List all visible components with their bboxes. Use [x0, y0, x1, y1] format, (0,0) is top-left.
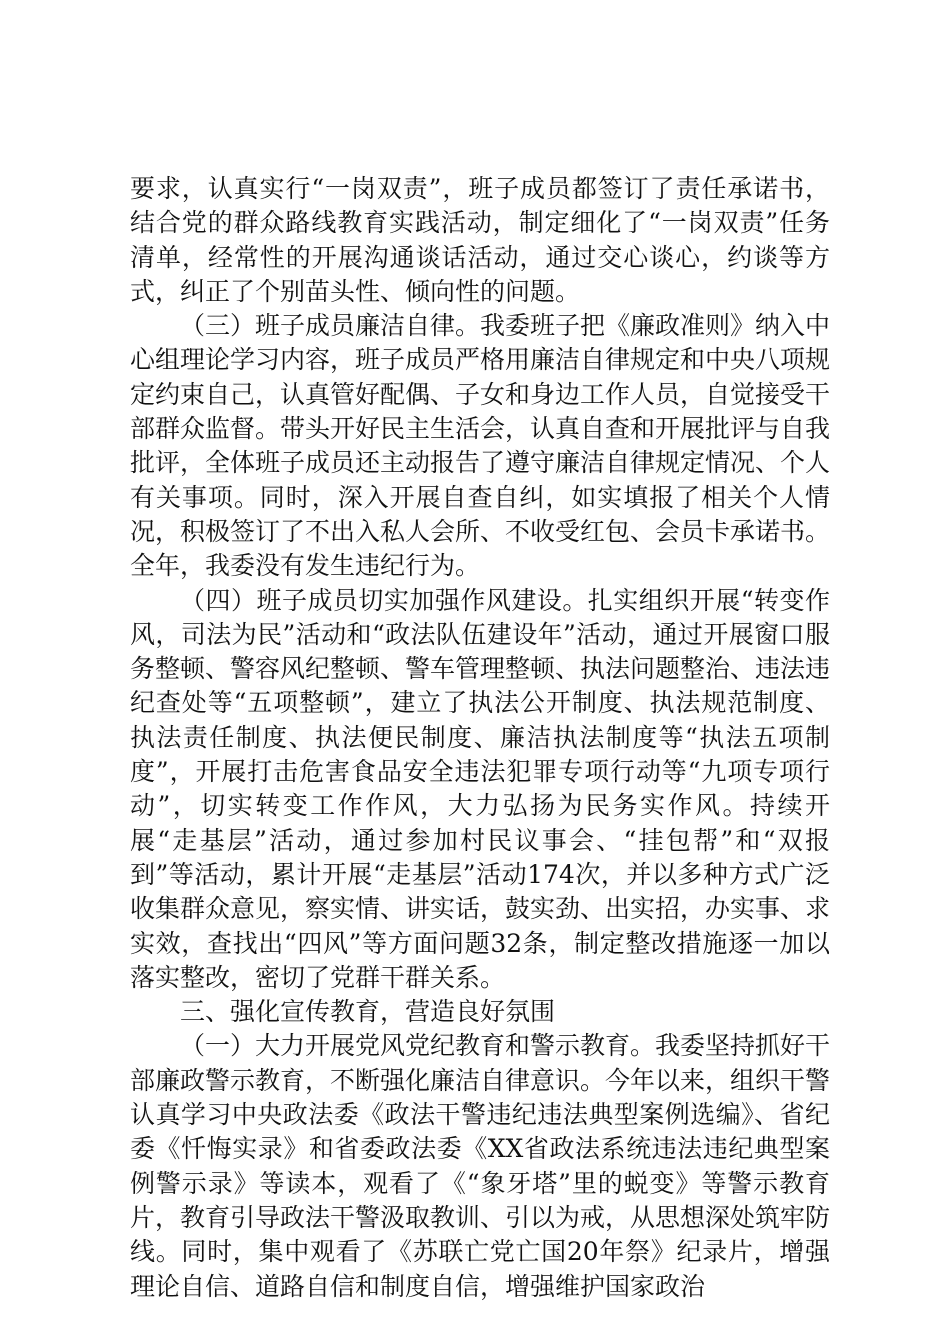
document-body	[130, 172, 830, 1304]
paragraph-section-1-warning-education: （一）大力开展党风党纪教育和警示教育。我委坚持抓好干部廉政警示教育，不断强化廉洁自律意识。今年以来，组织干警认真学习中央政法委《政法干警违纪违法典型案例选编》、省纪委《忏悔实录》和省委政法委《XX省政法系统违法违纪典型案例警示录》等读本，观看了《“象牙塔”里的蜕变》等警示教育片，教育引导政法干警汲取教训、引以为戒，从思想深处筑牢防线。同时，集中观看了《苏联亡党亡国20年祭》纪录片，增强理论自信、道路自信和制度自信，增强维护国家政治	[130, 1031, 831, 1301]
section-heading-publicity-education: 三、强化宣传教育，营造良好氛围	[180, 997, 556, 1027]
paragraph-section-4-work-style: （四）班子成员切实加强作风建设。扎实组织开展“转变作风，司法为民”活动和“政法队伍建设年”活动，通过开展窗口服务整顿、警容风纪整顿、警车管理整顿、执法问题整治、违法违纪查处等“五项整顿”，建立了执法公开制度、执法规范制度、执法责任制度、执法便民制度、廉洁执法制度等“执法五项制度”，开展打击危害食品安全违法犯罪专项行动等“九项专项行动”，切实转变工作作风，大力弘扬为民务实作风。持续开展“走基层”活动，通过参加村民议事会、“挂包帮”和“双报到”等活动，累计开展“走基层”活动174次，并以多种方式广泛收集群众意见，察实情、讲实话，鼓实劲、出实招，办实事、求实效，查找出“四风”等方面问题32条，制定整改措施逐一加以落实整改，密切了党群干群关系。	[130, 585, 831, 992]
paragraph-responsibility-continued: 要求，认真实行“一岗双责”，班子成员都签订了责任承诺书，结合党的群众路线教育实践活动，制定细化了“一岗双责”任务清单，经常性的开展沟通谈话活动，通过交心谈心，约谈等方式，纠正了个别苗头性、倾向性的问题。	[130, 174, 830, 306]
paragraph-section-3-self-discipline: （三）班子成员廉洁自律。我委班子把《廉政准则》纳入中心组理论学习内容，班子成员严格用廉洁自律规定和中央八项规定约束自己，认真管好配偶、子女和身边工作人员，自觉接受干部群众监督。带头开好民主生活会，认真自查和开展批评与自我批评，全体班子成员还主动报告了遵守廉洁自律规定情况、个人有关事项。同时，深入开展自查自纠，如实填报了相关个人情况，积极签订了不出入私人会所、不收受红包、会员卡承诺书。全年，我委没有发生违纪行为。	[130, 311, 831, 581]
